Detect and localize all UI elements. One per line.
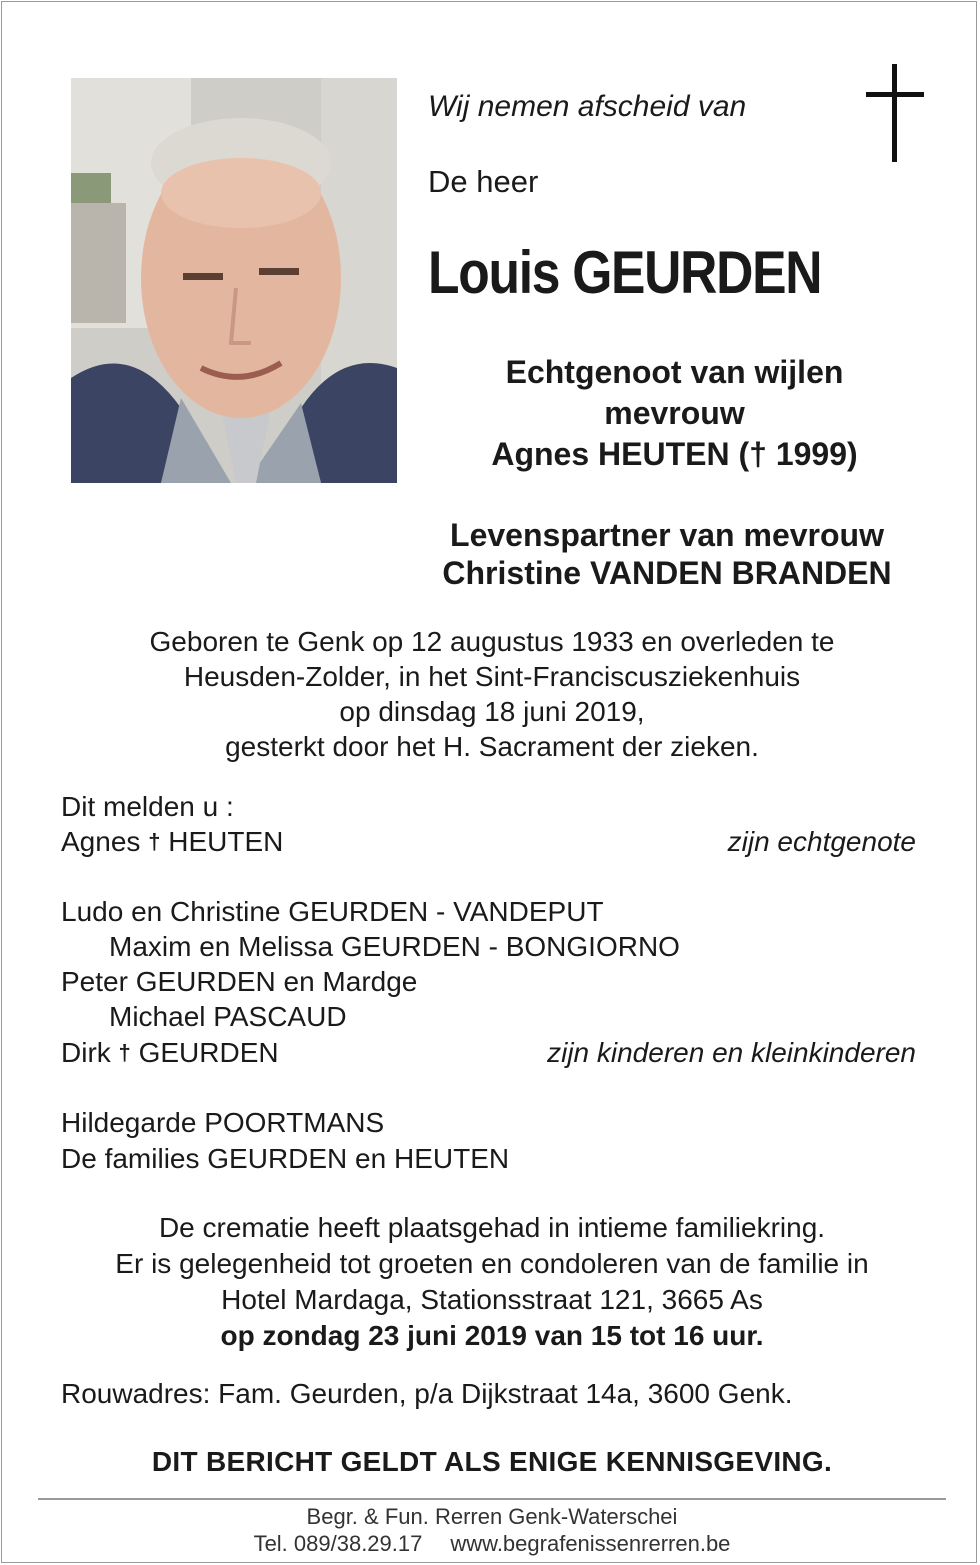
birth-death-block [42, 624, 942, 764]
mourning-address: Rouwadres: Fam. Geurden, p/a Dijkstraat 14a, 3600 Genk. [61, 1378, 793, 1409]
portrait-photo [71, 78, 397, 483]
footer-divider [38, 1498, 946, 1500]
spouse-line-3: Agnes HEUTEN († 1999) [491, 436, 858, 472]
announce-heading-row [61, 789, 916, 824]
child-row [61, 894, 916, 929]
other-entry: De families GEURDEN en HEUTEN [61, 1143, 510, 1174]
notice-text: DIT BERICHT GELDT ALS ENIGE KENNISGEVING. [151, 1446, 833, 1477]
child-entry: Ludo en Christine GEURDEN - VANDEPUT [61, 896, 604, 927]
announce-heading: Dit melden u : [61, 791, 234, 822]
birth-line-4: gesterkt door het H. Sacrament der zieken. [225, 731, 759, 762]
spouse-line-1: Echtgenoot van wijlen [505, 354, 844, 390]
child-row [61, 1035, 916, 1070]
partner-line-1: Levenspartner van mevrouw [450, 517, 884, 553]
spouse-last-name: HEUTEN [168, 826, 284, 857]
footer-phone: Tel. 089/38.29.17 [253, 1531, 423, 1556]
dagger-icon: † [148, 829, 161, 854]
child-entry: Peter GEURDEN en Mardge [61, 966, 418, 997]
birth-line-1: Geboren te Genk op 12 augustus 1933 en overleden te [149, 626, 835, 657]
spouse-block [422, 352, 927, 475]
spouse-row [61, 824, 916, 859]
intro-text: Wij nemen afscheid van [428, 90, 747, 123]
grandchild-row [61, 929, 916, 964]
cremation-line-3: Hotel Mardaga, Stationsstraat 121, 3665 As [221, 1284, 763, 1315]
cremation-line-1: De crematie heeft plaatsgehad in intieme familiekring. [158, 1212, 826, 1243]
funeral-home-name: Begr. & Fun. Rerren Genk-Waterschei [306, 1504, 678, 1529]
child-row [61, 964, 916, 999]
spouse-first-name: Agnes [61, 826, 141, 857]
cremation-line-4: op zondag 23 juni 2019 van 15 tot 16 uur. [220, 1320, 764, 1351]
cremation-line-2: Er is gelegenheid tot groeten en condoleren van de familie in [115, 1248, 869, 1279]
birth-line-2: Heusden-Zolder, in het Sint-Franciscusziekenhuis [183, 661, 801, 692]
birth-line-3: op dinsdag 18 juni 2019, [339, 696, 645, 727]
children-role: zijn kinderen en kleinkinderen [547, 1037, 916, 1068]
cross-icon [864, 64, 926, 162]
other-entry: Hildegarde POORTMANS [61, 1107, 385, 1138]
cremation-block [22, 1210, 962, 1354]
footer-website[interactable]: www.begrafenissenrerren.be [450, 1531, 731, 1556]
partner-line-2: Christine VANDEN BRANDEN [442, 555, 892, 591]
deceased-name: Louis GEURDEN [428, 239, 822, 306]
grandchild-row [61, 999, 916, 1034]
child-last-name: GEURDEN [138, 1037, 279, 1068]
footer-contact [2, 1530, 980, 1557]
spouse-entry [61, 824, 283, 861]
salutation: De heer [428, 164, 539, 199]
spouse-line-2: mevrouw [604, 395, 745, 431]
spouse-role: zijn echtgenote [727, 826, 916, 857]
other-row [61, 1105, 916, 1140]
footer [2, 1503, 980, 1557]
grandchild-entry: Maxim en Melissa GEURDEN - BONGIORNO [109, 931, 680, 962]
other-row [61, 1141, 916, 1176]
partner-block [382, 516, 952, 592]
grandchild-entry: Michael PASCAUD [109, 1001, 347, 1032]
obituary-card [1, 1, 977, 1563]
dagger-icon: † [118, 1040, 131, 1065]
child-first-name: Dirk [61, 1037, 111, 1068]
child-entry [61, 1035, 279, 1072]
